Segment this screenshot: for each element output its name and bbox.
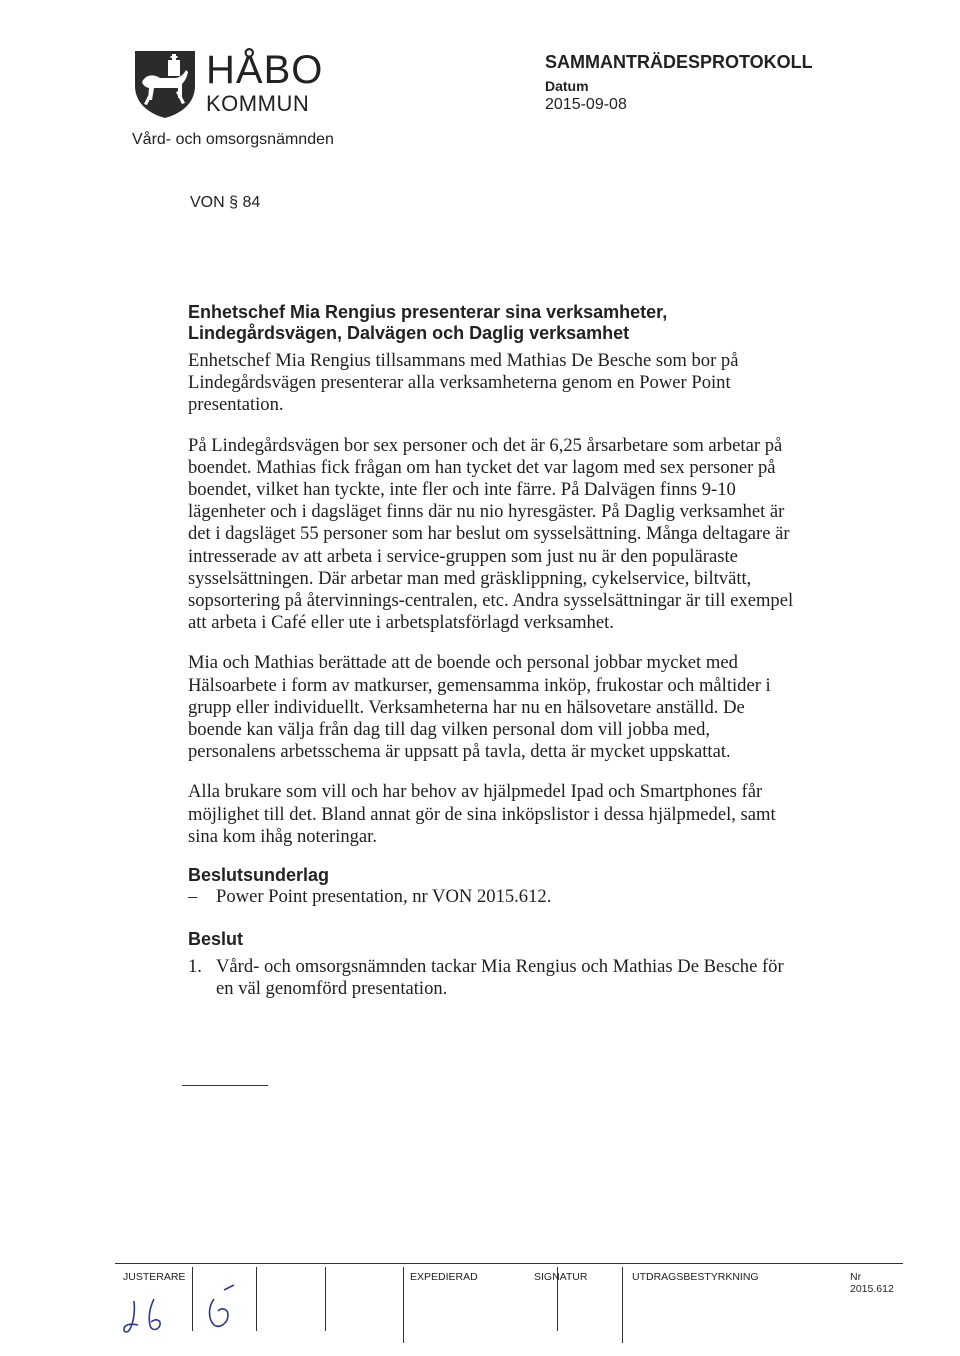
- number-marker: 1.: [188, 956, 202, 978]
- paragraph-intro: Enhetschef Mia Rengius tillsammans med Mathias De Besche som bor på Lindegårdsvägen presenterar alla verksamheterna genom en Power Point presentation.: [188, 350, 739, 416]
- footer-rule: [115, 1263, 903, 1264]
- footer-divider: [622, 1267, 623, 1343]
- paragraph-reference: VON § 84: [190, 194, 261, 211]
- footer-divider: [557, 1267, 558, 1331]
- footer-divider: [192, 1267, 193, 1331]
- basis-item-text: Power Point presentation, nr VON 2015.612.: [216, 886, 552, 908]
- signatur-label: SIGNATUR: [534, 1271, 588, 1283]
- decision-list-item: [188, 956, 798, 1000]
- agenda-title-line2: Lindegårdsvägen, Dalvägen och Daglig verksamhet: [188, 323, 630, 343]
- paragraph-health: Mia och Mathias berättade att de boende och personal jobbar mycket med Hälsoarbete i form av matkurser, gemensamma inköp, frukostar och måltider i grupp eller individuellt. Verksamheterna har nu en hälsovetare anställd. De boende kan välja från dag till dag vilken personal dom vill jobba med, personalens arbetsschema är uppsatt på tavla, detta är mycket uppskattat.: [188, 652, 771, 763]
- decision-item-text: Vård- och omsorgsnämnden tackar Mia Rengius och Mathias De Besche för en väl genomförd presentation.: [216, 956, 784, 1000]
- brand-name: HÅBO: [206, 48, 324, 92]
- utdrag-label: UTDRAGSBESTYRKNING: [632, 1271, 759, 1283]
- protocol-body: [188, 302, 798, 1001]
- decision-heading: Beslut: [188, 929, 244, 950]
- document-type: SAMMANTRÄDESPROTOKOLL: [545, 52, 813, 72]
- paragraph-aids: Alla brukare som vill och har behov av hjälpmedel Ipad och Smartphones får möjlighet till det. Bland annat gör de sina inköpslistor i dessa hjälpmedel, samt sina kom ihåg noteringar.: [188, 781, 776, 847]
- footer-divider: [256, 1267, 257, 1331]
- dash-marker: –: [188, 886, 198, 908]
- paragraph-services: På Lindegårdsvägen bor sex personer och det är 6,25 årsarbetare som arbetar på boendet. Mathias fick frågan om han tycket det var lagom med sex personer på boendet, vilket han tyckte, inte fler och inte färre. På Dalvägen finns 9-10 lägenheter och i dagsläget finns där nu nio hyresgäster. På Daglig verksamhet är det i dagsläget 55 personer som har beslut om sysselsättning. Många deltagare är intresserade av att arbeta i service-gruppen som just nu är den populäraste sysselsättningen. Där arbetar man med gräsklippning, cykelservice, biltvätt, sopsortering på återvinnings-centralen, etc. Andra sysselsättningar är till exempel att arbeta i Café eller ute i arbetsplatsförlagd verksamhet.: [188, 434, 794, 634]
- basis-list-item: [188, 886, 798, 908]
- expedierad-label: EXPEDIERAD: [410, 1271, 478, 1283]
- justerare-label: JUSTERARE: [123, 1271, 186, 1283]
- habo-coat-of-arms-icon: [132, 48, 198, 120]
- agenda-title-line1: Enhetschef Mia Rengius presenterar sina verksamheter,: [188, 302, 668, 322]
- brand-subtitle: KOMMUN: [206, 91, 310, 116]
- number-label: Nr 2015.612: [850, 1271, 894, 1295]
- end-divider: [182, 1085, 268, 1086]
- date-value: 2015-09-08: [545, 96, 627, 113]
- basis-heading: Beslutsunderlag: [188, 865, 330, 886]
- footer-divider: [403, 1267, 404, 1343]
- date-label: Datum: [545, 78, 589, 94]
- footer-divider: [325, 1267, 326, 1331]
- committee-name: Vård- och omsorgsnämnden: [132, 131, 334, 148]
- signature-initials-1: [120, 1283, 186, 1343]
- signature-initials-2: [198, 1277, 254, 1337]
- signature-footer: [115, 1263, 905, 1343]
